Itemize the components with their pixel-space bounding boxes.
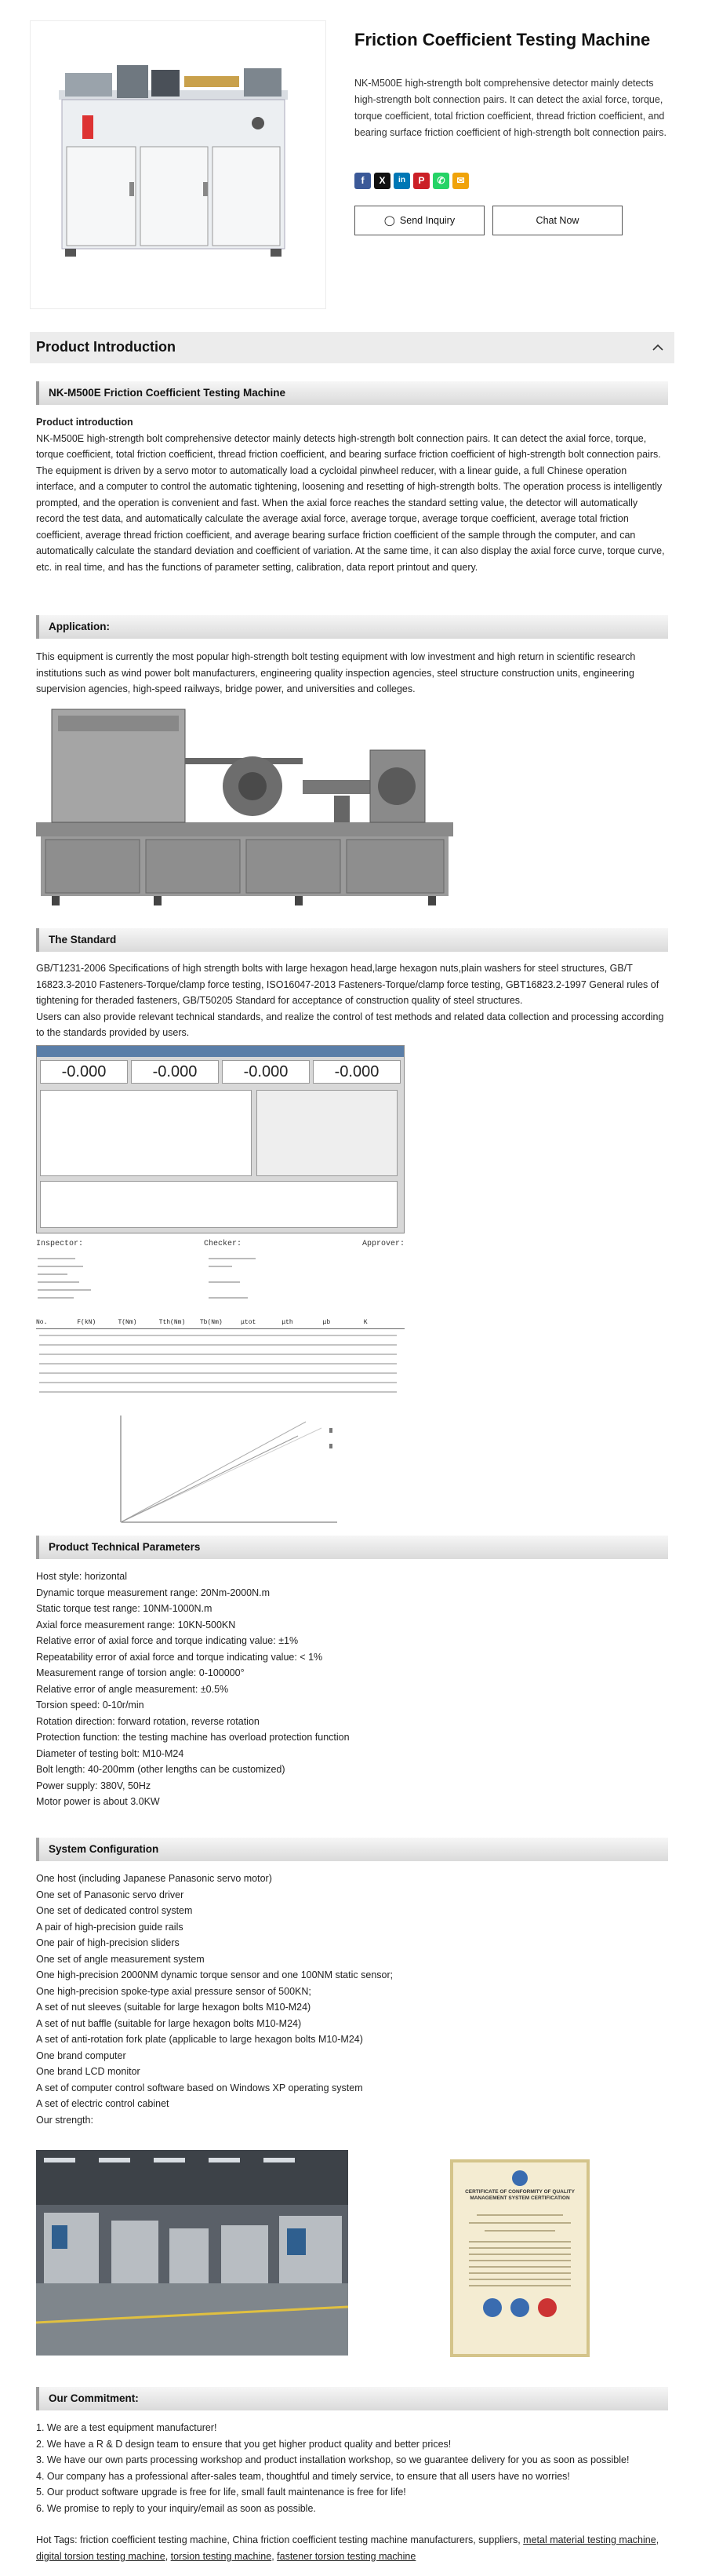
config-line: One host (including Japanese Panasonic servo motor): [36, 1873, 272, 1884]
parameter-line: Bolt length: 40-200mm (other lengths can be customized): [36, 1764, 285, 1775]
table-header: No.: [36, 1319, 48, 1326]
parameters-list: [36, 1569, 668, 1810]
table-header: μth: [281, 1319, 293, 1326]
linkedin-icon[interactable]: in: [394, 173, 410, 189]
machine-drawing-image: [36, 698, 453, 910]
table-header: K: [363, 1319, 368, 1326]
commitment-line: 4. Our company has a professional after-sales team, thoughtful and timely service, to ensure that all users have no worries!: [36, 2470, 570, 2482]
commitment-line: 6. We promise to reply to your inquiry/email as soon as possible.: [36, 2502, 316, 2514]
commitment-line: 2. We have a R & D design team to ensure that you get higher product quality and better prices!: [36, 2438, 452, 2450]
certificate-logo-icon: [512, 2170, 528, 2186]
test-curve-image: [110, 1412, 345, 1530]
certificate-title: CERTIFICATE OF CONFORMITY OF QUALITY MANAGEMENT SYSTEM CERTIFICATION: [465, 2189, 575, 2202]
chat-now-button[interactable]: [492, 206, 623, 235]
table-header: Tb(Nm): [199, 1319, 223, 1326]
report-table: [36, 1318, 405, 1405]
readout-value: -0.000: [313, 1060, 401, 1084]
configuration-list: [36, 1871, 668, 2128]
readout-panel: [40, 1060, 401, 1084]
tag-link[interactable]: metal material testing machine: [523, 2534, 656, 2545]
standard-text-block: [36, 960, 668, 1041]
email-icon[interactable]: ✉: [452, 173, 469, 189]
chat-bubble-icon: ◯: [383, 214, 395, 226]
twitter-x-icon[interactable]: X: [374, 173, 390, 189]
parameter-line: Relative error of angle measurement: ±0.5%: [36, 1683, 229, 1695]
pinterest-icon[interactable]: P: [413, 173, 430, 189]
inspector-label: Inspector:: [36, 1240, 84, 1248]
config-line: One brand LCD monitor: [36, 2066, 140, 2077]
parameter-line: Rotation direction: forward rotation, reverse rotation: [36, 1715, 260, 1727]
approver-label: Approver:: [361, 1240, 405, 1248]
standard-bar: The Standard: [36, 928, 668, 952]
parameter-line: Measurement range of torsion angle: 0-100000°: [36, 1667, 245, 1678]
send-inquiry-button[interactable]: [354, 206, 485, 235]
chevron-up-icon[interactable]: [651, 343, 665, 352]
parameter-line: Protection function: the testing machine has overload protection function: [36, 1732, 350, 1743]
table-header: μtot: [241, 1319, 256, 1326]
config-line: One high-precision 2000NM dynamic torque sensor and one 100NM static sensor;: [36, 1969, 394, 1980]
parameter-line: Diameter of testing bolt: M10-M24: [36, 1747, 184, 1759]
config-line: A set of electric control cabinet: [36, 2098, 169, 2109]
config-line: One pair of high-precision sliders: [36, 1937, 180, 1948]
parameter-line: Host style: horizontal: [36, 1571, 128, 1582]
config-line: One high-precision spoke-type axial pressure sensor of 500KN;: [36, 1985, 311, 1997]
table-header: T(Nm): [118, 1319, 137, 1326]
tag-separator: ,: [656, 2534, 659, 2545]
config-line: A set of nut sleeves (suitable for large hexagon bolts M10-M24): [36, 2002, 311, 2013]
config-line: One set of Panasonic servo driver: [36, 1889, 184, 1900]
intro-text-block: [36, 414, 668, 575]
commitment-line: 1. We are a test equipment manufacturer!: [36, 2422, 217, 2433]
config-line: A set of nut baffle (suitable for large hexagon bolts M10-M24): [36, 2017, 302, 2029]
hot-tags: [36, 2532, 668, 2564]
report-table-header: [36, 1318, 405, 1329]
config-line: A set of computer control software based on Windows XP operating system: [36, 2082, 363, 2093]
checker-label: Checker:: [203, 1240, 242, 1248]
product-image[interactable]: [30, 20, 326, 309]
chat-now-label: Chat Now: [536, 214, 579, 226]
tag-separator: ,: [165, 2550, 171, 2562]
product-description: NK-M500E high-strength bolt comprehensive detector mainly detects high-strength bolt connection pairs. It can detect the axial force, torque, torque coefficient, total friction coefficient, thread friction coefficient, and bearing surface friction coefficient of high-strength bolt connection pairs.: [354, 78, 666, 138]
table-header: Tth(Nm): [158, 1319, 186, 1326]
parameter-line: Dynamic torque measurement range: 20Nm-2000N.m: [36, 1587, 271, 1598]
commitment-bar: Our Commitment:: [36, 2387, 668, 2410]
parameter-line: Relative error of axial force and torque indicating value: ±1%: [36, 1635, 299, 1646]
send-inquiry-label: Send Inquiry: [399, 214, 456, 226]
application-text: This equipment is currently the most popular high-strength bolt testing equipment with low investment and high return in scientific research institutions such as wind power bolt manufacturers, engineering quality inspection agencies, steel structure construction units, engineering supervision agencies, high-speed railways, bridge power, and universities and colleges.: [36, 651, 636, 694]
tag-link[interactable]: fastener torsion testing machine: [277, 2550, 416, 2562]
parameter-line: Motor power is about 3.0KW: [36, 1796, 160, 1807]
whatsapp-icon[interactable]: ✆: [433, 173, 449, 189]
share-bar: [354, 173, 469, 189]
application-bar: Application:: [36, 615, 668, 639]
facebook-icon[interactable]: f: [354, 173, 371, 189]
quality-certificate-image: [450, 2159, 590, 2357]
readout-value: -0.000: [131, 1060, 219, 1084]
section-title: Product Introduction: [36, 339, 176, 355]
parameter-line: Torsion speed: 0-10r/min: [36, 1700, 144, 1711]
commitment-line: 5. Our product software upgrade is free for life, small fault maintenance is free for life!: [36, 2487, 406, 2498]
commitment-line: 3. We have our own parts processing workshop and product installation workshop, so we guarantee delivery for you as soon as possible!: [36, 2454, 630, 2465]
intro-text: NK-M500E high-strength bolt comprehensive detector mainly detects high-strength bolt connection pairs. It can detect the axial force, torque, torque coefficient, total friction coefficient, thread friction coefficient, and bearing surface friction coefficient of high-strength bolt connection pairs. The equipment is driven by a servo motor to automatically load a cycloidal pinwheel reducer, with a linear guide, a full Chinese operation interface, and a computer to control the automatic tightening, loosening and resetting of high-strength bolts. The operation process is intelligently prompted, and the operation is convenient and fast. When the axial force reaches the standard setting value, the detector will automatically record the test data, and automatically calculate the average axial force, average torque, average torque coefficient, average total friction coefficient, average thread friction coefficient, and average bearing surface friction coefficient of the sample through the computer, and can automatically calculate the standard deviation and coefficient of variation. At the same time, it can also display the axial force curve, torque curve, etc. in real time, and has the functions of parameter setting, calibration, data report printout and query.: [36, 432, 665, 573]
config-line: One set of dedicated control system: [36, 1905, 193, 1916]
config-line: A pair of high-precision guide rails: [36, 1921, 183, 1933]
product-title: Friction Coefficient Testing Machine: [354, 30, 651, 49]
parameter-line: Repeatability error of axial force and torque indicating value: < 1%: [36, 1651, 323, 1663]
workshop-photo: [36, 2150, 348, 2356]
intro-bar: NK-M500E Friction Coefficient Testing Machine: [36, 381, 668, 405]
configuration-bar: System Configuration: [36, 1838, 668, 1861]
commitment-list: [36, 2420, 668, 2516]
table-header: μb: [322, 1319, 331, 1326]
table-header: F(kN): [77, 1319, 96, 1326]
config-line: One set of angle measurement system: [36, 1953, 205, 1965]
report-signature-row: [36, 1238, 405, 1251]
software-screenshot: [36, 1045, 405, 1233]
config-line: A set of anti-rotation fork plate (applicable to large hexagon bolts M10-M24): [36, 2034, 363, 2045]
config-line: One brand computer: [36, 2050, 126, 2061]
parameter-line: Axial force measurement range: 10KN-500KN: [36, 1619, 236, 1630]
parameter-line: Power supply: 380V, 50Hz: [36, 1780, 151, 1791]
parameters-bar: Product Technical Parameters: [36, 1536, 668, 1559]
parameter-line: Static torque test range: 10NM-1000N.m: [36, 1603, 212, 1614]
readout-value: -0.000: [40, 1060, 128, 1084]
tag-link[interactable]: digital torsion testing machine: [36, 2550, 165, 2562]
standard-text-2: Users can also provide relevant technical standards, and realize the control of test methods and related data collection and processing according to the standards provided by users.: [36, 1011, 664, 1038]
standard-text-1: GB/T1231-2006 Specifications of high strength bolts with large hexagon head,large hexagon nuts,plain washers for steel structures, GB/T 16823.3-2010 Fasteners-Torque/clamp force testing, ISO16047-2013 Fasteners-Torque/clamp force testing, GBT16823.2-1997 General rules of tightening for theraded fasteners, GB/T50205 Standard for acceptance of construction quality of steel structures.: [36, 963, 659, 1006]
tag-link[interactable]: torsion testing machine: [170, 2550, 272, 2562]
product-introduction-header[interactable]: [30, 332, 674, 363]
hot-tags-prefix: Hot Tags: friction coefficient testing machine, China friction coefficient testing machine manufacturers, suppliers,: [36, 2534, 524, 2545]
config-line: Our strength:: [36, 2114, 93, 2126]
readout-value: -0.000: [222, 1060, 310, 1084]
tag-separator: ,: [271, 2550, 278, 2562]
report-info-block: [36, 1254, 271, 1309]
intro-subheading: Product introduction: [36, 417, 133, 428]
